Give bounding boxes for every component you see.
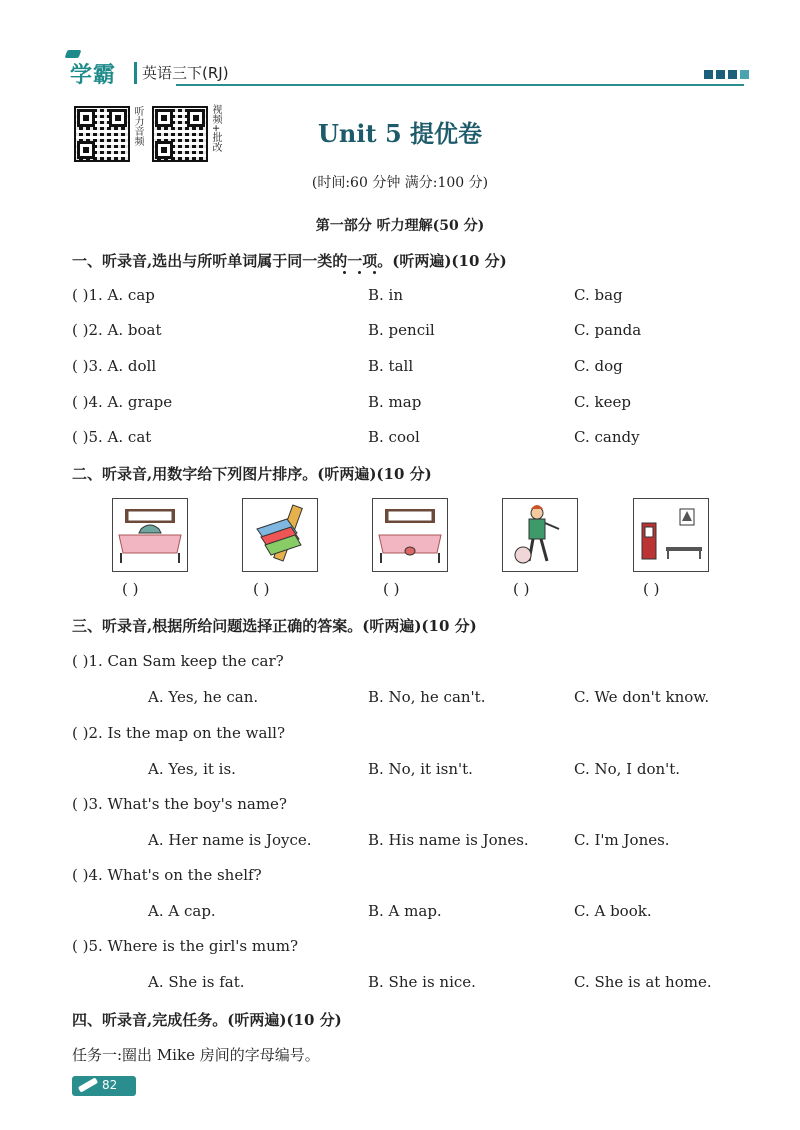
page-title: Unit 5 提优卷 [318, 119, 482, 148]
question-option-a: ( )5. A. cat [72, 428, 152, 446]
question-option-b: B. pencil [368, 321, 435, 339]
answer-option-b: B. A map. [368, 902, 442, 920]
question-option-b: B. in [368, 286, 404, 304]
question-stem [72, 795, 752, 817]
question-option-c: C. candy [574, 428, 640, 446]
header-square-icon [704, 70, 713, 79]
question-row [72, 393, 752, 415]
girl-with-ball-icon [502, 498, 578, 572]
emphasis-dot [373, 271, 376, 274]
brand-name: 学霸 [70, 63, 117, 88]
brand-logo [70, 58, 116, 89]
question-option-a: ( )2. A. boat [72, 321, 162, 339]
answer-paren[interactable]: ( ) [513, 580, 530, 598]
question-option-c: C. panda [574, 321, 642, 339]
bed-with-bag-icon [372, 498, 448, 572]
emphasis-dot [343, 271, 346, 274]
header-rule [176, 84, 744, 86]
header-square-icon [728, 70, 737, 79]
question-text: ( )2. Is the map on the wall? [72, 724, 286, 742]
question-stem [72, 724, 752, 746]
header-square-icon [716, 70, 725, 79]
brand-divider [134, 62, 137, 84]
answer-option-b: B. No, it isn't. [368, 760, 473, 778]
question-option-c: C. keep [574, 393, 631, 411]
page-number: 82 [102, 1078, 118, 1092]
question-row [72, 357, 752, 379]
room-shelf-icon [633, 498, 709, 572]
answer-option-c: C. I'm Jones. [574, 831, 670, 849]
question-text: ( )3. What's the boy's name? [72, 795, 287, 813]
video-qr-label: 视频+批改 [210, 104, 221, 153]
page-number-badge [72, 1076, 136, 1096]
answer-paren[interactable]: ( ) [643, 580, 660, 598]
question-option-a: ( )4. A. grape [72, 393, 173, 411]
section2-title: 二、听录音,用数字给下列图片排序。(听两遍)(10 分) [72, 465, 432, 483]
answer-paren[interactable]: ( ) [253, 580, 270, 598]
bed-with-cap-icon [112, 498, 188, 572]
answer-option-a: A. A cap. [148, 902, 216, 920]
question-option-a: ( )1. A. cap [72, 286, 155, 304]
question-text: ( )1. Can Sam keep the car? [72, 652, 284, 670]
question-row [72, 286, 752, 308]
page-header [66, 48, 746, 88]
question-text: ( )5. Where is the girl's mum? [72, 937, 299, 955]
answer-row [72, 760, 752, 782]
question-stem [72, 937, 752, 959]
question-option-a: ( )3. A. doll [72, 357, 157, 375]
answer-option-b: B. His name is Jones. [368, 831, 529, 849]
part-heading: 第一部分 听力理解(50 分) [315, 218, 485, 234]
emphasis-dot [358, 271, 361, 274]
question-stem [72, 866, 752, 888]
exam-meta: (时间:60 分钟 满分:100 分) [311, 175, 489, 191]
answer-option-c: C. We don't know. [574, 688, 710, 706]
question-option-c: C. dog [574, 357, 623, 375]
books-ruler-icon [242, 498, 318, 572]
answer-option-b: B. She is nice. [368, 973, 476, 991]
question-option-b: B. cool [368, 428, 420, 446]
answer-option-a: A. She is fat. [148, 973, 245, 991]
pencil-icon [78, 1077, 98, 1092]
section1-title: 一、听录音,选出与所听单词属于同一类的一项。(听两遍)(10 分) [72, 252, 507, 270]
answer-row [72, 831, 752, 853]
answer-option-c: C. She is at home. [574, 973, 712, 991]
section3-title: 三、听录音,根据所给问题选择正确的答案。(听两遍)(10 分) [72, 617, 477, 635]
answer-row [72, 688, 752, 710]
task1-instruction: 任务一:圈出 Mike 房间的字母编号。 [72, 1046, 320, 1064]
answer-option-b: B. No, he can't. [368, 688, 486, 706]
answer-option-a: A. Yes, he can. [148, 688, 259, 706]
answer-row [72, 902, 752, 924]
question-option-c: C. bag [574, 286, 623, 304]
question-row [72, 321, 752, 343]
question-text: ( )4. What's on the shelf? [72, 866, 262, 884]
question-option-b: B. tall [368, 357, 414, 375]
answer-paren[interactable]: ( ) [122, 580, 139, 598]
header-square-icon [740, 70, 749, 79]
question-row [72, 428, 752, 450]
answer-option-a: A. Yes, it is. [148, 760, 236, 778]
answer-paren[interactable]: ( ) [383, 580, 400, 598]
answer-option-c: C. No, I don't. [574, 760, 681, 778]
answer-option-c: C. A book. [574, 902, 652, 920]
question-option-b: B. map [368, 393, 422, 411]
graduation-cap-icon [65, 50, 82, 58]
question-stem [72, 652, 752, 674]
section4-title: 四、听录音,完成任务。(听两遍)(10 分) [72, 1011, 342, 1029]
answer-row [72, 973, 752, 995]
brand-subtitle: 英语三下(RJ) [142, 64, 229, 82]
answer-option-a: A. Her name is Joyce. [148, 831, 312, 849]
audio-qr-label: 听力音频 [132, 106, 143, 146]
